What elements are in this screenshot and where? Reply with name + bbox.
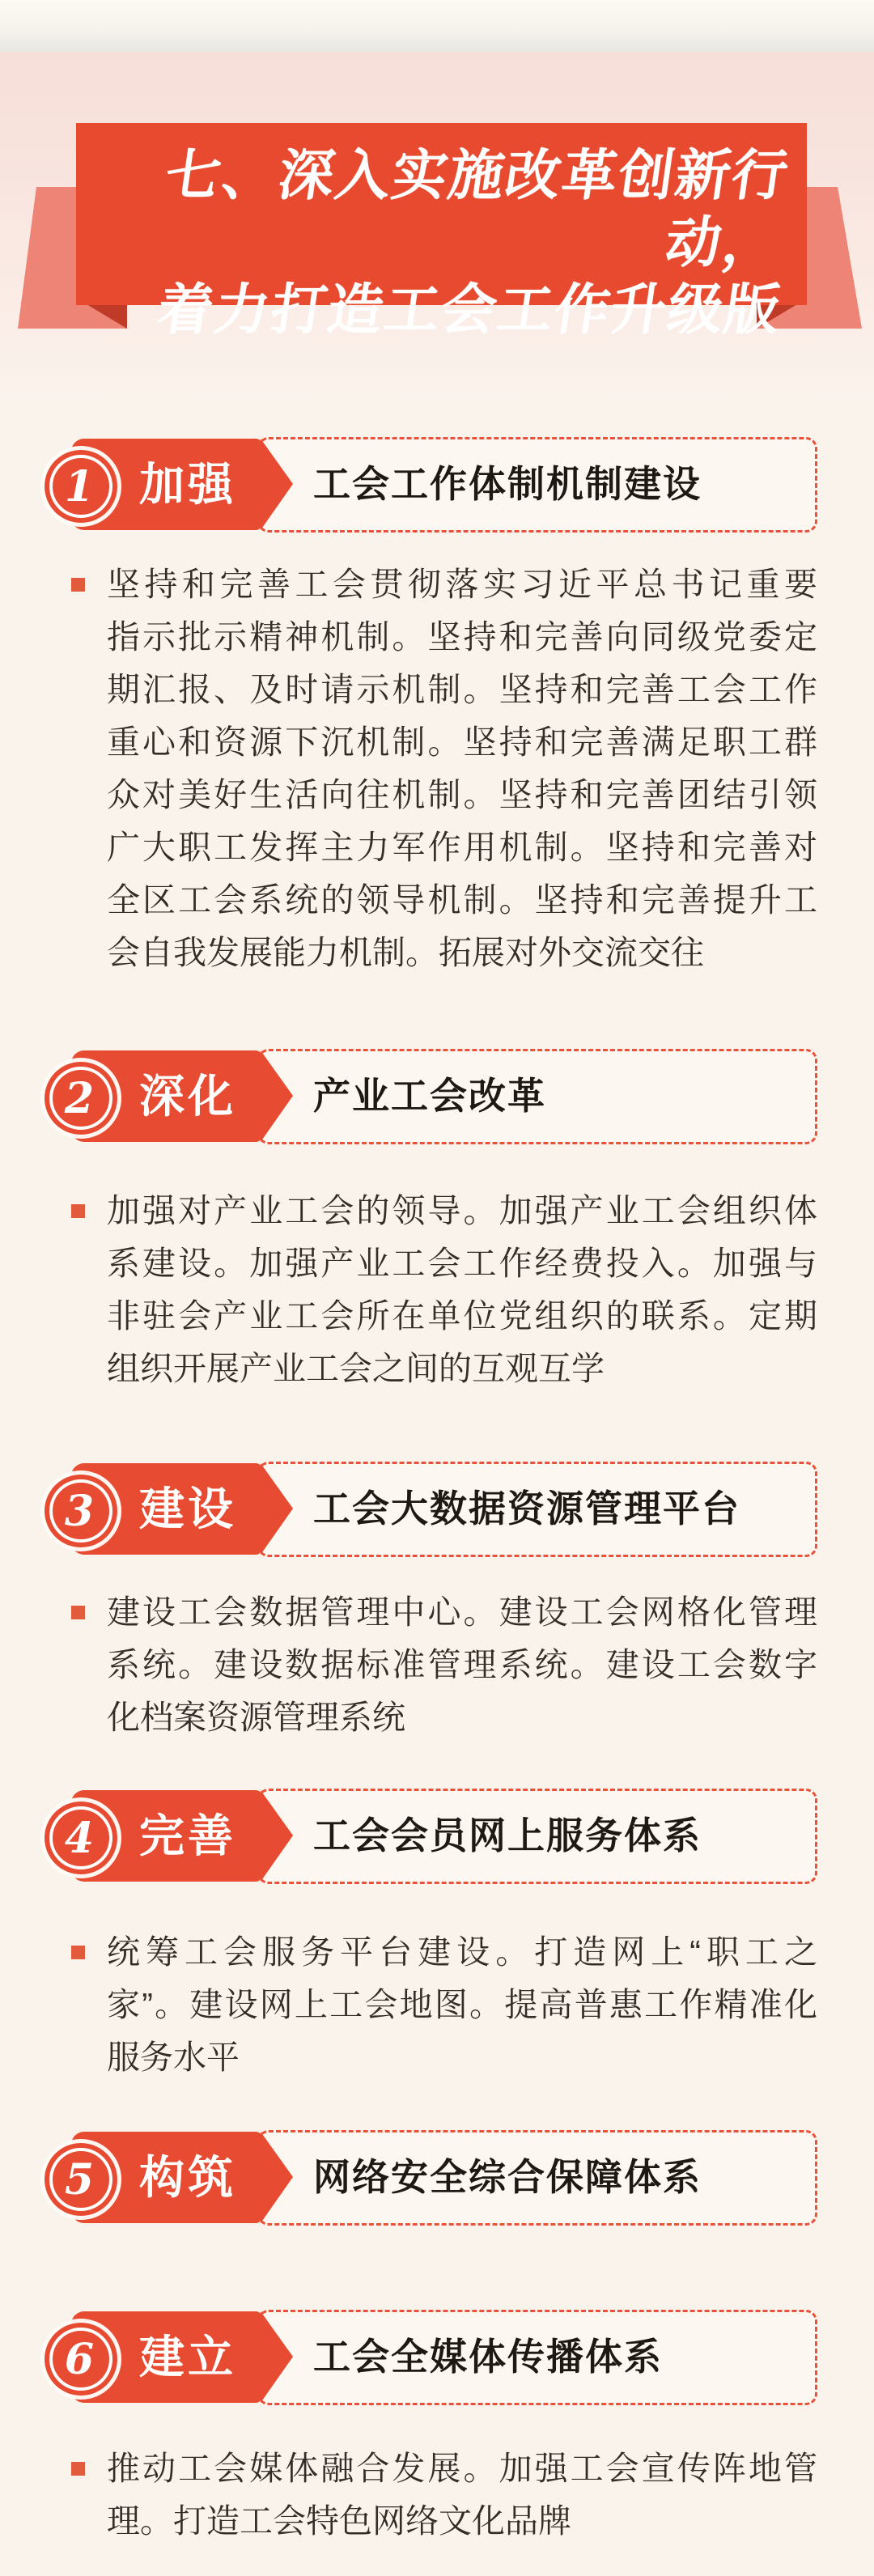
section-4-number-badge: [45, 1802, 117, 1874]
body-line: 推动工会媒体融合发展。加强工会宣传阵地管: [107, 2450, 817, 2487]
section-2-tag-arrow-icon: [261, 1050, 293, 1142]
section-6-tag-label: 建立: [139, 2332, 236, 2383]
section-6-body: [107, 2442, 817, 2548]
section-1-title: 工会工作体制机制建设: [313, 464, 702, 505]
section-6-header: [0, 2310, 874, 2405]
body-line: 重心和资源下沉机制。坚持和完善满足职工群: [107, 724, 817, 761]
section-6-tag-arrow-icon: [261, 2311, 293, 2403]
section-3-body: [107, 1586, 817, 1744]
section-1-number-badge: [45, 450, 117, 523]
body-line: 非驻会产业工会所在单位党组织的联系。定期: [107, 1297, 817, 1335]
top-gradient-strip: [0, 0, 874, 52]
section-1-tag-label: 加强: [139, 459, 236, 510]
section-5-number: 5: [64, 2154, 95, 2205]
section-4-title-box: [257, 1789, 817, 1884]
body-line: 广大职工发挥主力军作用机制。坚持和完善对: [107, 829, 817, 866]
section-4-number: 4: [64, 1813, 95, 1863]
body-line: 系建设。加强产业工会工作经费投入。加强与: [107, 1245, 817, 1282]
section-3-header: [0, 1462, 874, 1557]
section-1-body: [107, 558, 817, 979]
bullet-square-icon: [71, 1204, 85, 1218]
body-line: 期汇报、及时请示机制。坚持和完善工会工作: [107, 671, 817, 708]
page-title-line-2: 着力打造工会工作升级版: [154, 279, 786, 341]
section-5-number-badge: [45, 2143, 117, 2216]
body-line: 系统。建设数据标准管理系统。建设工会数字: [107, 1646, 817, 1683]
body-line: 建设工会数据管理中心。建设工会网格化管理: [107, 1594, 817, 1631]
body-line: 服务水平: [107, 2039, 240, 2076]
ribbon-banner: [76, 123, 807, 341]
section-5-header: [0, 2130, 874, 2226]
bullet-square-icon: [71, 1606, 85, 1619]
section-6-title-box: [257, 2310, 817, 2405]
section-5-tag-label: 构筑: [139, 2152, 236, 2203]
page-title-line-1: 七、深入实施改革创新行动，: [161, 145, 794, 274]
section-3-number-badge: [45, 1475, 117, 1547]
section-1-header: [0, 437, 874, 533]
section-2-number: 2: [64, 1073, 95, 1123]
section-2-number-badge: [45, 1062, 117, 1135]
section-6-number-badge: [45, 2323, 117, 2396]
section-2-title: 产业工会改革: [313, 1076, 546, 1117]
section-4-body: [107, 1926, 817, 2084]
section-6-title: 工会全媒体传播体系: [313, 2336, 663, 2378]
body-line: 组织开展产业工会之间的互观互学: [107, 1350, 605, 1387]
section-4-tag-arrow-icon: [261, 1790, 293, 1882]
section-1-title-box: [257, 437, 817, 533]
body-line: 坚持和完善工会贯彻落实习近平总书记重要: [107, 566, 817, 603]
section-3-tag-arrow-icon: [261, 1463, 293, 1555]
body-line: 化档案资源管理系统: [107, 1699, 405, 1736]
body-line: 加强对产业工会的领导。加强产业工会组织体: [107, 1192, 817, 1229]
bullet-square-icon: [71, 2462, 85, 2476]
section-5-title: 网络安全综合保障体系: [313, 2157, 702, 2198]
body-line: 理。打造工会特色网络文化品牌: [107, 2502, 571, 2540]
section-2-tag-label: 深化: [139, 1071, 236, 1122]
bullet-square-icon: [71, 578, 85, 592]
page-title: [62, 142, 805, 344]
section-5-tag-arrow-icon: [261, 2132, 293, 2223]
body-line: 统筹工会服务平台建设。打造网上“职工之: [107, 1933, 817, 1971]
section-3-title: 工会大数据资源管理平台: [313, 1488, 740, 1530]
section-3-tag-label: 建设: [139, 1483, 236, 1534]
section-4-header: [0, 1789, 874, 1884]
section-4-title: 工会会员网上服务体系: [313, 1815, 702, 1857]
section-4-tag-label: 完善: [139, 1810, 236, 1861]
body-line: 会自我发展能力机制。拓展对外交流交往: [107, 934, 704, 971]
section-1-tag-arrow-icon: [261, 439, 293, 530]
section-1-number: 1: [64, 461, 95, 511]
bullet-square-icon: [71, 1946, 85, 1959]
section-6-number: 6: [64, 2334, 95, 2384]
body-line: 众对美好生活向往机制。坚持和完善团结引领: [107, 776, 817, 813]
body-line: 家”。建设网上工会地图。提高普惠工作精准化: [107, 1986, 817, 2023]
section-5-title-box: [257, 2130, 817, 2226]
section-3-number: 3: [64, 1486, 95, 1536]
section-2-body: [107, 1185, 817, 1395]
body-line: 指示批示精神机制。坚持和完善向同级党委定: [107, 618, 817, 656]
body-line: 全区工会系统的领导机制。坚持和完善提升工: [107, 881, 817, 919]
section-2-header: [0, 1049, 874, 1144]
section-3-title-box: [257, 1462, 817, 1557]
section-2-title-box: [257, 1049, 817, 1144]
